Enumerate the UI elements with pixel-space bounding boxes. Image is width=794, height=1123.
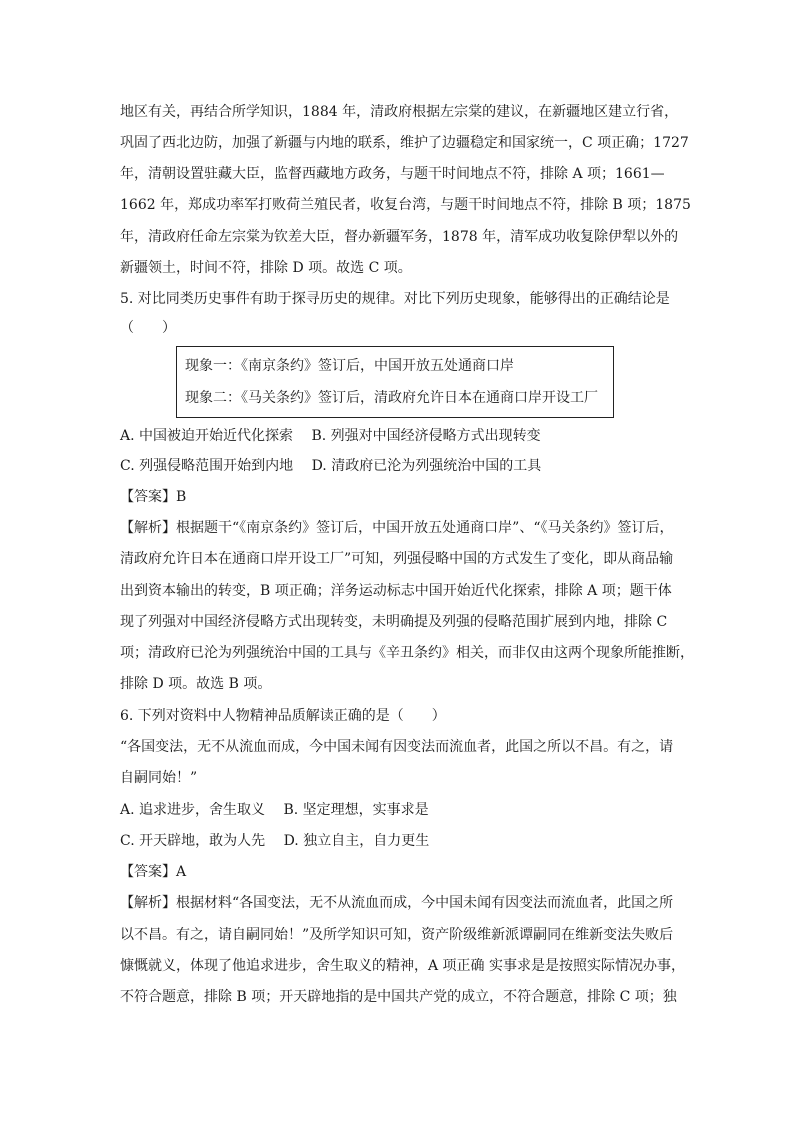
phenomenon-1: 现象一：《南京条约》签订后，中国开放五处通商口岸 bbox=[185, 358, 514, 374]
question-6-stem: 6. 下列对资料中人物精神品质解读正确的是（ ） bbox=[120, 708, 446, 724]
text-line: 慷慨就义，体现了他追求进步，舍生取义的精神，A 项正确 实事求是是按照实际情况办事， bbox=[120, 958, 686, 974]
question-5-bracket: （ ） bbox=[120, 320, 176, 336]
question-5-answer: 【答案】B bbox=[120, 489, 187, 505]
phenomena-box bbox=[176, 346, 614, 418]
question-6-quote: “各国变法，无不从流血而成，今中国未闻有因变法而流血者，此国之所以不昌。有之，请 bbox=[120, 739, 674, 755]
question-5-options-cd: C. 列强侵略范围开始到内地 D. 清政府已沦为列强统治中国的工具 bbox=[120, 458, 542, 474]
question-6-options-ab: A. 追求进步，舍生取义 B. 坚定理想，实事求是 bbox=[120, 802, 429, 818]
question-6-answer: 【答案】A bbox=[120, 864, 187, 880]
text-line: 新疆领土，时间不符，排除 D 项。故选 C 项。 bbox=[120, 260, 412, 276]
text-line: 现了列强对中国经济侵略方式出现转变，未明确提及列强的侵略范围扩展到内地，排除 C bbox=[120, 614, 668, 630]
text-line: 年，清朝设置驻藏大臣，监督西藏地方政务，与题干时间地点不符，排除 A 项；1661— bbox=[120, 166, 665, 182]
text-line: 排除 D 项。故选 B 项。 bbox=[120, 676, 272, 692]
question-6-analysis: 【解析】根据材料“各国变法，无不从流血而成，今中国未闻有因变法而流血者，此国之所 bbox=[120, 895, 674, 911]
question-6-options-cd: C. 开天辟地，敢为人先 D. 独立自主，自力更生 bbox=[120, 833, 430, 849]
question-5-options-ab: A. 中国被迫开始近代化探索 B. 列强对中国经济侵略方式出现转变 bbox=[120, 428, 541, 444]
text-line: 年，清政府任命左宗棠为钦差大臣，督办新疆军务，1878 年，清军成功收复除伊犁以外的 bbox=[120, 229, 679, 245]
question-5-analysis: 【解析】根据题干“《南京条约》签订后，中国开放五处通商口岸”、“《马关条约》签订后， bbox=[120, 520, 674, 536]
text-line: 地区有关，再结合所学知识，1884 年，清政府根据左宗棠的建议，在新疆地区建立行省， bbox=[120, 104, 679, 120]
question-5-stem: 5. 对比同类历史事件有助于探寻历史的规律。对比下列历史现象，能够得出的正确结论是 bbox=[120, 291, 670, 307]
text-line: 项；清政府已沦为列强统治中国的工具与《辛丑条约》相关，而非仅由这两个现象所能推断， bbox=[120, 645, 694, 661]
text-line: 出到资本输出的转变，B 项正确；洋务运动标志中国开始近代化探索，排除 A 项；题干体 bbox=[120, 583, 672, 599]
text-line: 清政府允许日本在通商口岸开设工厂”可知，列强侵略中国的方式发生了变化，即从商品输 bbox=[120, 551, 674, 567]
text-line: 1662 年，郑成功率军打败荷兰殖民者，收复台湾，与题干时间地点不符，排除 B 项；1875 bbox=[120, 197, 691, 213]
text-line: 巩固了西北边防，加强了新疆与内地的联系，维护了边疆稳定和国家统一，C 项正确；1727 bbox=[120, 135, 689, 151]
text-line: 以不昌。有之，请自嗣同始！”及所学知识可知，资产阶级维新派谭嗣同在维新变法失败后 bbox=[120, 927, 674, 943]
text-line: 自嗣同始！” bbox=[120, 770, 198, 786]
text-line: 不符合题意，排除 B 项；开天辟地指的是中国共产党的成立，不符合题意，排除 C 项；独 bbox=[120, 989, 677, 1005]
phenomenon-2: 现象二：《马关条约》签订后，清政府允许日本在通商口岸开设工厂 bbox=[185, 390, 598, 406]
